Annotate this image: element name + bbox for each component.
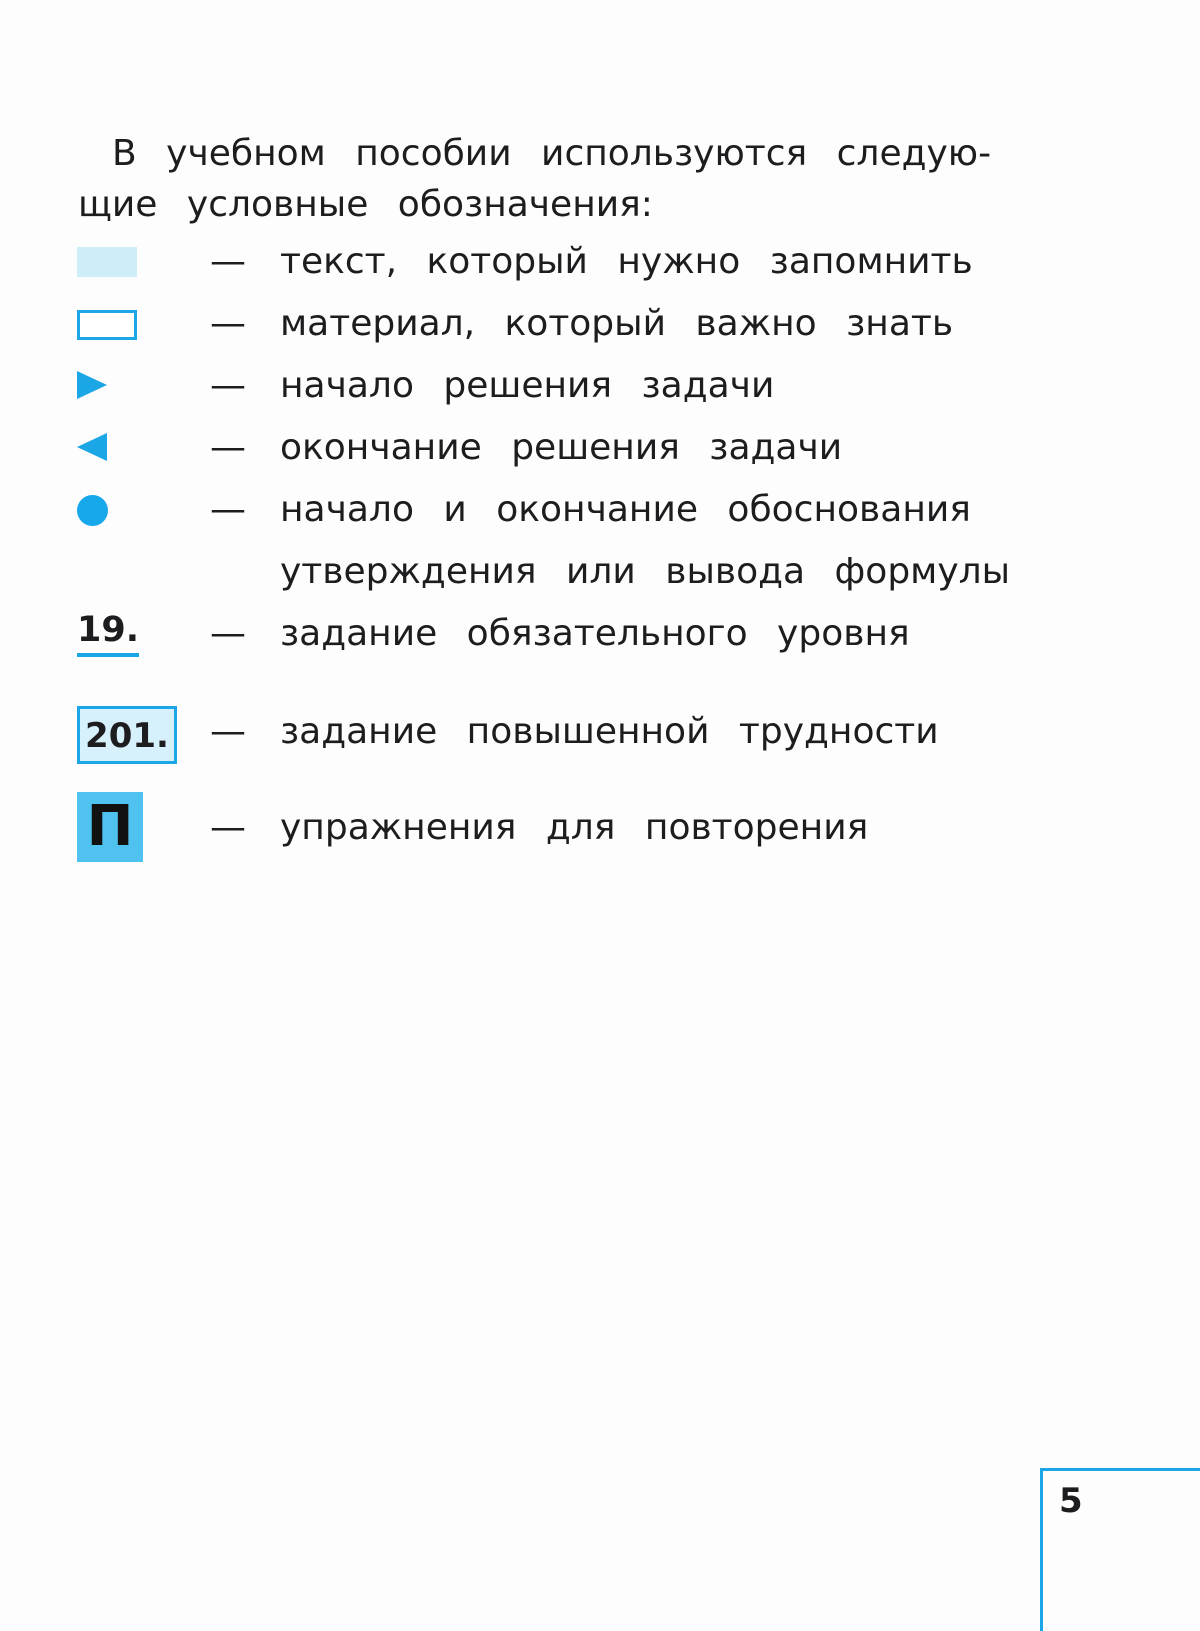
legend-description-continued: утверждения или вывода формулы (280, 551, 1011, 592)
legend-dash: — (210, 711, 246, 752)
blue-dot-icon (77, 495, 108, 526)
repetition-icon: П (77, 792, 143, 862)
legend-dash: — (210, 807, 246, 848)
legend-row-advanced (0, 702, 1200, 762)
legend-dash: — (210, 241, 246, 282)
task-number-underlined: 19. (77, 608, 139, 657)
legend-description: упражнения для повторения (280, 807, 869, 848)
legend-dash: — (210, 489, 246, 530)
legend-dash: — (210, 427, 246, 468)
triangle-right-icon (77, 371, 107, 399)
page-number: 5 (1059, 1481, 1083, 1521)
legend-dash: — (210, 365, 246, 406)
page-number-box (1040, 1468, 1200, 1631)
triangle-left-icon (77, 433, 107, 461)
light-blue-fill-icon (77, 247, 137, 277)
task-number-boxed: 201. (77, 706, 177, 764)
intro-line-2: щие условные обозначения: (78, 184, 653, 225)
legend-description: окончание решения задачи (280, 427, 843, 468)
legend-row-proof-continued (0, 542, 1200, 602)
legend-row-proof (0, 480, 1200, 540)
intro-line-1: В учебном пособии используются следую- (112, 133, 992, 174)
intro-paragraph (78, 128, 1038, 230)
legend-description: текст, который нужно запомнить (280, 241, 973, 282)
legend-row-important (0, 294, 1200, 354)
legend-dash: — (210, 303, 246, 344)
legend-row-repetition (0, 792, 1200, 859)
legend-row-mandatory (0, 604, 1200, 664)
legend-row-solution-end (0, 418, 1200, 478)
legend-description: материал, который важно знать (280, 303, 954, 344)
legend-row-solution-start (0, 356, 1200, 416)
legend-description: задание обязательного уровня (280, 613, 910, 654)
blue-frame-icon (77, 310, 137, 340)
legend-description: начало решения задачи (280, 365, 775, 406)
legend-row-remember (0, 232, 1200, 292)
legend-description: задание повышенной трудности (280, 711, 939, 752)
legend-dash: — (210, 613, 246, 654)
legend-description: начало и окончание обоснования (280, 489, 971, 530)
